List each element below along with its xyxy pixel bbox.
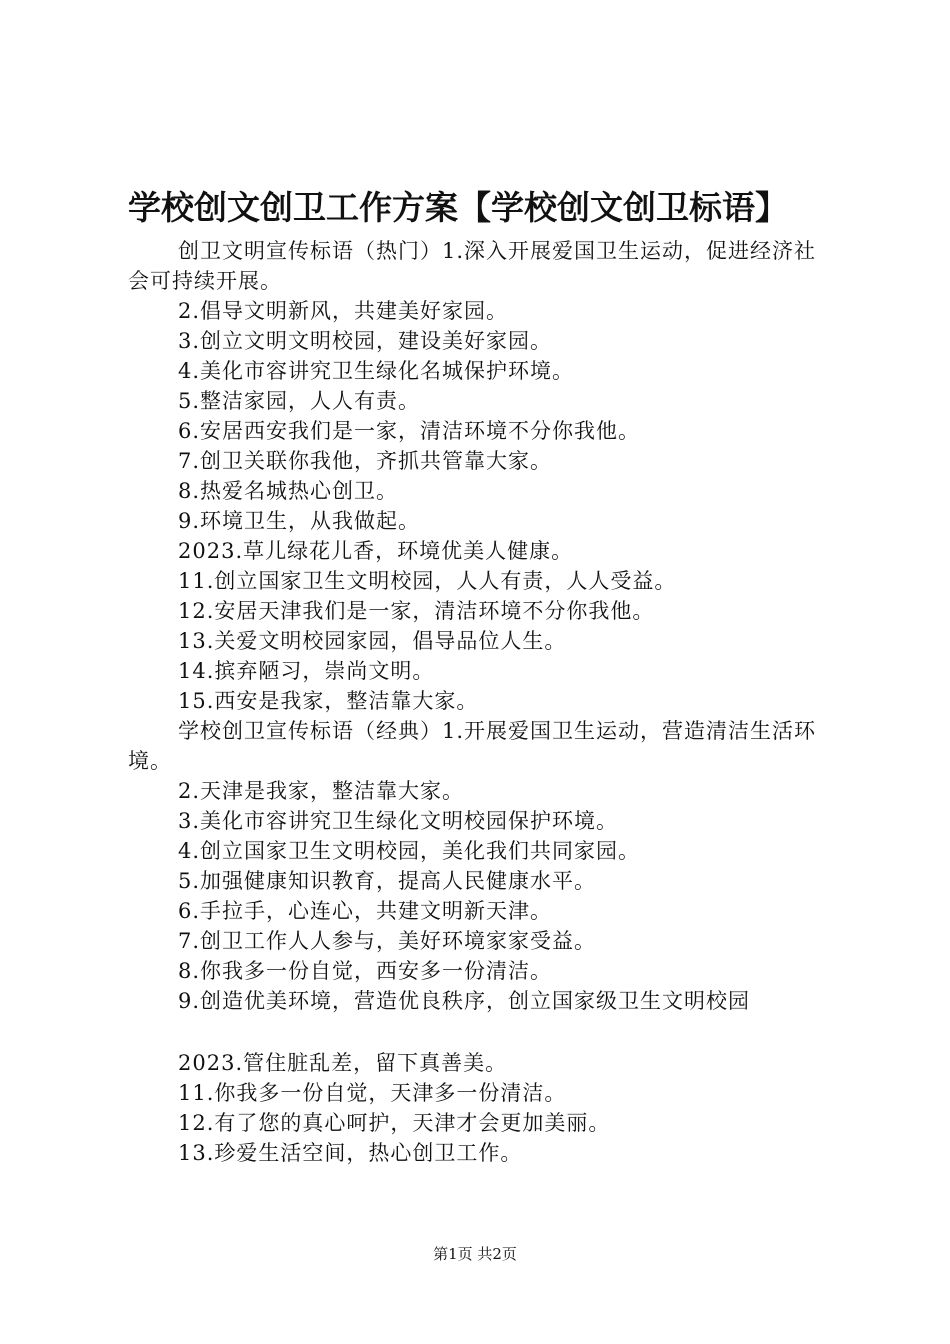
slogan-line: 4.美化市容讲究卫生绿化名城保护环境。 — [178, 359, 575, 383]
slogan-line: 13.关爱文明校园家园，倡导品位人生。 — [178, 629, 567, 653]
document-title: 学校创文创卫工作方案【学校创文创卫标语】 — [128, 188, 788, 227]
slogan-line: 6.手拉手，心连心，共建文明新天津。 — [178, 899, 553, 923]
document-body — [128, 236, 834, 1168]
slogan-line: 13.珍爱生活空间，热心创卫工作。 — [178, 1141, 523, 1165]
slogan-line: 7.创卫工作人人参与，美好环境家家受益。 — [178, 929, 597, 953]
slogan-line: 5.加强健康知识教育，提高人民健康水平。 — [178, 869, 597, 893]
slogan-line: 2.倡导文明新风，共建美好家园。 — [178, 299, 509, 323]
section1-intro: 创卫文明宣传标语（热门）1.深入开展爱国卫生运动，促进经济社会可持续开展。 — [128, 239, 817, 293]
slogan-line: 11.创立国家卫生文明校园，人人有责，人人受益。 — [178, 569, 677, 593]
slogan-line: 15.西安是我家，整洁靠大家。 — [178, 689, 479, 713]
paragraph-gap — [128, 1016, 834, 1048]
slogan-line: 3.美化市容讲究卫生绿化文明校园保护环境。 — [178, 809, 619, 833]
slogan-line: 5.整洁家园，人人有责。 — [178, 389, 421, 413]
slogan-line: 9.环境卫生，从我做起。 — [178, 509, 421, 533]
section2-intro: 学校创卫宣传标语（经典）1.开展爱国卫生运动，营造清洁生活环境。 — [128, 719, 817, 773]
slogan-line: 11.你我多一份自觉，天津多一份清洁。 — [178, 1081, 567, 1105]
page-footer: 第1页 共2页 — [433, 1245, 517, 1263]
slogan-line: 12.安居天津我们是一家，清洁环境不分你我他。 — [178, 599, 655, 623]
slogan-line: 8.你我多一份自觉，西安多一份清洁。 — [178, 959, 553, 983]
slogan-line: 2023.草儿绿花儿香，环境优美人健康。 — [178, 539, 574, 563]
slogan-line: 8.热爱名城热心创卫。 — [178, 479, 399, 503]
slogan-line: 12.有了您的真心呵护，天津才会更加美丽。 — [178, 1111, 611, 1135]
slogan-line: 2023.管住脏乱差，留下真善美。 — [178, 1051, 508, 1075]
slogan-line: 4.创立国家卫生文明校园，美化我们共同家园。 — [178, 839, 641, 863]
slogan-line: 2.天津是我家，整洁靠大家。 — [178, 779, 465, 803]
slogan-line: 9.创造优美环境，营造优良秩序，创立国家级卫生文明校园 — [178, 989, 751, 1013]
slogan-line: 6.安居西安我们是一家，清洁环境不分你我他。 — [178, 419, 641, 443]
slogan-line: 3.创立文明文明校园，建设美好家园。 — [178, 329, 553, 353]
slogan-line: 7.创卫关联你我他，齐抓共管靠大家。 — [178, 449, 553, 473]
slogan-line: 14.摈弃陋习，崇尚文明。 — [178, 659, 435, 683]
